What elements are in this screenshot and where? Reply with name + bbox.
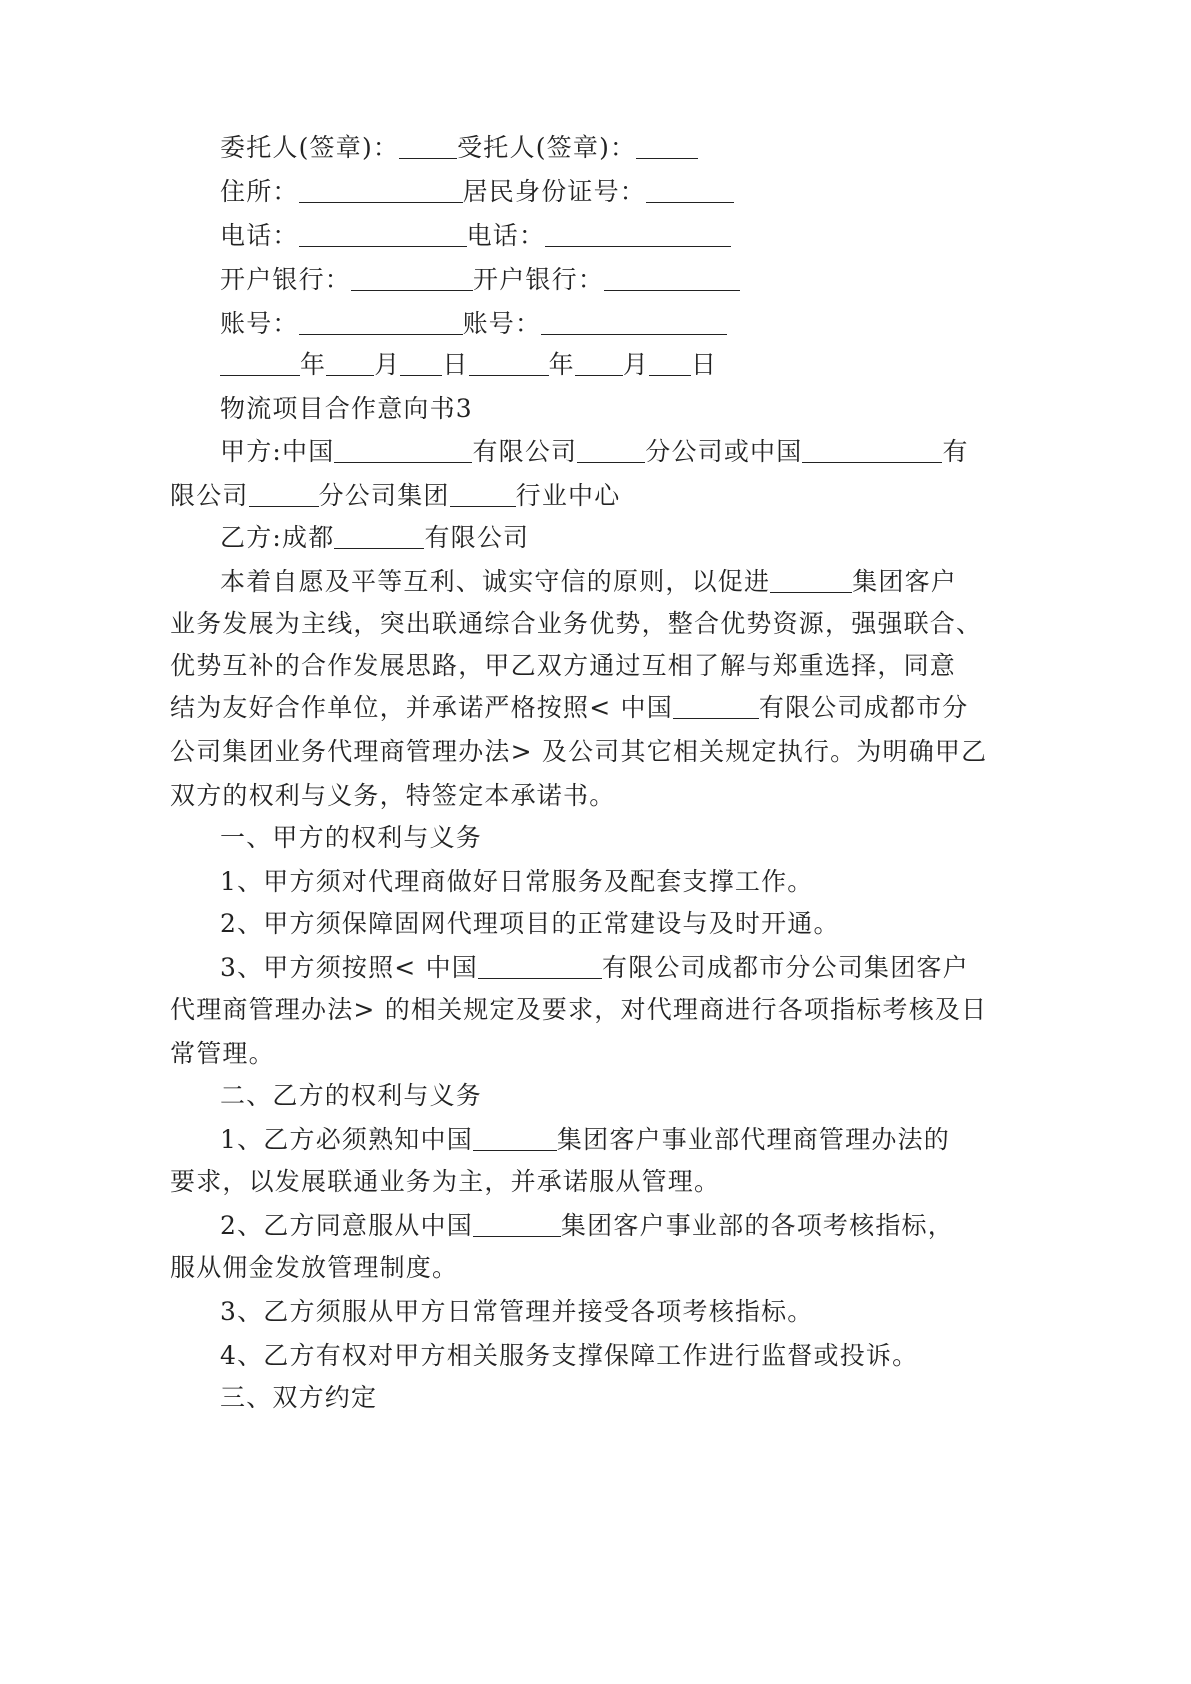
blank-field [636,136,698,159]
signature-line-principals [220,133,698,163]
blank-field [649,353,691,376]
id-number-label: 居民身份证号： [462,177,647,206]
blank-field [575,353,623,376]
account-label-b: 账号： [462,309,542,338]
party-a-text: 甲方:中国 [220,437,335,466]
party-a-text: 限公司 [170,481,249,510]
section-2-heading: 二、乙方的权利与义务 [220,1081,483,1110]
section-2-text: 1、乙方必须熟知中国 [220,1125,473,1154]
section-1-heading: 一、甲方的权利与义务 [220,823,483,852]
signature-line-address [220,177,734,207]
blank-field [249,484,319,507]
section-2-item-1-line-2: 要求，以发展联通业务为主，并承诺服从管理。 [170,1167,721,1196]
intro-line-1 [220,567,957,597]
party-a-line-2 [170,481,620,511]
section-2-item-1-line-1 [220,1125,950,1155]
bank-label-b: 开户银行： [473,265,605,294]
intro-text: 有限公司成都市分 [758,693,969,722]
signature-line-date [220,350,717,380]
day-label: 日 [691,350,718,379]
month-label: 月 [622,350,650,379]
document-title: 物流项目合作意向书3 [220,394,473,423]
party-b-text: 乙方:成都 [220,523,335,552]
blank-field [577,440,645,463]
year-label: 年 [300,350,327,379]
address-label: 住所： [220,177,299,206]
bank-label-a: 开户银行： [220,265,352,294]
blank-field [473,1214,561,1237]
blank-field [299,224,467,247]
blank-field [334,440,472,463]
intro-text: 本着自愿及平等互利、诚实守信的原则，以促进 [220,567,771,596]
party-a-line-1 [220,437,969,467]
blank-field [541,312,727,335]
blank-field [334,526,424,549]
blank-field [478,956,602,979]
blank-field [473,1128,557,1151]
blank-field [469,353,549,376]
blank-field [399,136,457,159]
principal-label: 委托人(签章)： [220,133,400,162]
signature-line-bank [220,265,740,295]
section-2-text: 集团客户事业部代理商管理办法的 [556,1125,950,1154]
blank-field [802,440,942,463]
day-label: 日 [442,350,469,379]
intro-line-2: 业务发展为主线，突出联通综合业务优势，整合优势资源，强强联合、 [170,609,983,638]
section-2-text: 2、乙方同意服从中国 [220,1211,473,1240]
section-1-item-3-line-2: 代理商管理办法> 的相关规定及要求，对代理商进行各项指标考核及日 [170,995,988,1024]
party-a-text: 行业中心 [515,481,621,510]
section-3-heading: 三、双方约定 [220,1383,378,1412]
agent-label: 受托人(签章)： [457,133,637,162]
blank-field [299,180,463,203]
section-1-item-2: 2、甲方须保障固网代理项目的正常建设与及时开通。 [220,909,840,938]
signature-line-phone [220,221,731,251]
party-b-text: 有限公司 [424,523,530,552]
intro-text: 结为友好合作单位，并承诺严格按照< 中国 [170,693,673,722]
section-1-item-3-line-3: 常管理。 [170,1039,275,1068]
intro-line-6: 双方的权利与义务，特签定本承诺书。 [170,781,616,810]
year-label: 年 [548,350,575,379]
section-1-text: 有限公司成都市分公司集团客户 [602,953,969,982]
phone-label-a: 电话： [220,221,299,250]
section-2-item-2-line-2: 服从佣金发放管理制度。 [170,1253,459,1282]
blank-field [220,353,300,376]
blank-field [673,696,759,719]
account-label-a: 账号： [220,309,299,338]
blank-field [326,353,374,376]
party-a-text: 分公司集团 [318,481,450,510]
section-1-item-1: 1、甲方须对代理商做好日常服务及配套支撑工作。 [220,867,814,896]
blank-field [400,353,442,376]
party-a-text: 分公司或中国 [645,437,803,466]
blank-field [646,180,734,203]
intro-text: 集团客户 [852,567,958,596]
section-2-item-2-line-1 [220,1211,954,1241]
intro-line-5: 公司集团业务代理商管理办法> 及公司其它相关规定执行。为明确甲乙 [170,737,988,766]
section-2-text: 集团客户事业部的各项考核指标， [560,1211,954,1240]
signature-line-account [220,309,727,339]
section-1-item-3-line-1 [220,953,969,983]
section-1-text: 3、甲方须按照< 中国 [220,953,479,982]
phone-label-b: 电话： [466,221,546,250]
party-a-text: 有限公司 [472,437,578,466]
party-b-line [220,523,529,553]
blank-field [604,268,740,291]
intro-line-4 [170,693,969,723]
blank-field [450,484,516,507]
section-2-item-3: 3、乙方须服从甲方日常管理并接受各项考核指标。 [220,1297,814,1326]
party-a-text: 有 [942,437,969,466]
month-label: 月 [374,350,401,379]
blank-field [545,224,731,247]
blank-field [351,268,473,291]
section-2-item-4: 4、乙方有权对甲方相关服务支撑保障工作进行监督或投诉。 [220,1341,919,1370]
blank-field [770,570,852,593]
blank-field [299,312,463,335]
intro-line-3: 优势互补的合作发展思路，甲乙双方通过互相了解与郑重选择，同意 [170,651,957,680]
